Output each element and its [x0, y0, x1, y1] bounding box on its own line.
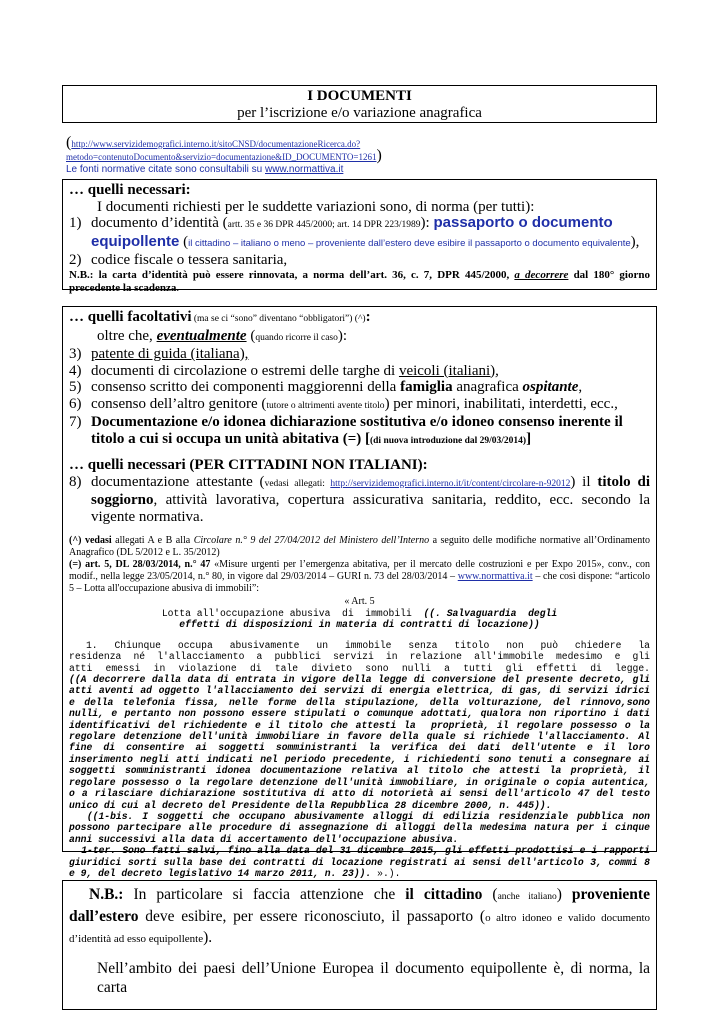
list-item [69, 379, 650, 396]
normattiva-link-2[interactable]: www.normattiva.it [457, 571, 533, 582]
item-number: 6) [69, 395, 82, 412]
nb-box-text1: In particolare si faccia attenzione che [123, 886, 406, 903]
item5-text [91, 379, 582, 396]
nb-box [62, 880, 657, 1010]
list-item [69, 346, 650, 363]
item-number: 5) [69, 379, 82, 395]
nb-box-small2: o altro idoneo e valido documento d’identità ad esso equipollente [69, 912, 650, 945]
art-paragraph-2: ((1-bis. I soggetti che occupano abusivamente alloggi di edilizia residenziale pubblica non possono partecipare alle procedure di assegnazione di alloggi della medesima natura per i cinque anni successivi alla data di accertamento dell'occupazione abusiva. [69, 810, 656, 845]
page-subtitle: per l’iscrizione e/o variazione anagrafica [237, 105, 482, 121]
item5-text1: consenso scritto dei componenti maggiorenni della [91, 379, 401, 395]
art-title-it: ((. Salvaguardia degli [423, 608, 558, 619]
item6-text2: ) per minori, inabilitati, interdetti, ecc., [384, 395, 618, 412]
source-reference [66, 134, 656, 176]
item4-text [91, 363, 499, 380]
nb-box-small1-open: ( [482, 886, 498, 903]
necessari-heading: … quelli necessari: [69, 182, 191, 198]
necessari-nb [69, 269, 650, 295]
nb-box-small1-close: ) [556, 886, 572, 903]
facoltativi-title: … quelli facoltativi [69, 309, 192, 325]
oltre-line [69, 328, 650, 347]
oltre-text: oltre che, [97, 327, 157, 344]
nb-paragraph-1 [69, 885, 650, 949]
nb-end: . [176, 281, 180, 294]
n1-italic: Circolare n.° 9 del 27/04/2012 del Ministero dell’Interno [193, 535, 430, 546]
nb-box-label: N.B.: [89, 886, 124, 903]
source-close-paren: ) [376, 147, 382, 164]
n2-text1: «Misure urgenti per l’emergenza abitativa, per il mercato delle costruzioni e per Expo 2015», conv., con modif., nella legge 23/05/2014, n.° 80, in vigore dal 29/03/2014 – GURI n. 73 del 28/03/2014 – [69, 559, 650, 582]
art-label: « Art. 5 [344, 596, 375, 607]
item8-text [91, 474, 650, 526]
facoltativi-box [62, 306, 662, 879]
item2-text: codice fiscale o tessera sanitaria, [91, 252, 288, 268]
para1-plain: 1. Chiunque occupa abusivamente un immobile senza titolo non può chiedere la residenza né l'allacciamento a pubblici servizi in relazione all'immobile medesimo e gli atti emessi in violazione di tale divieto sono nulli a tutti gli effetti di legge. [69, 639, 662, 674]
nb-label: N.B.: [69, 268, 94, 281]
nb-box-bold2: proveniente dall’estero [69, 886, 650, 925]
facoltativi-note: (ma se ci “sono” diventano “obbligatori”) [191, 314, 355, 324]
n1-text1: allegati A e B alla [111, 535, 194, 546]
item3-text: patente di guida (italiana), [91, 346, 249, 362]
item8-bold: titolo di soggiorno [91, 473, 650, 508]
para1-italic: ((A decorrere dalla data di entrata in vigore della legge di conversione del presente decreto, gli atti aventi ad oggetto l'allacciamento dei servizi di energia elettrica, di gas, di servizi idrici e della telefonia fissa, nelle forme della stipulazione, della volturazione, del rinnovo,sono nulli, e pertanto non possono essere stipulati o comunque adottati, qualora non riportino i dati identificativi del richiedente e il titolo che attesti la proprietà, il regolare possesso o la regolare detenzione dell'unità immobiliare in favore della quale si richiede l'allacciamento. Al fine di consentire ai soggetti somministranti la verifica dei dati dell'utente e il loro inserimento negli atti indicati nel periodo precedente, i richiedenti sono tenuti a consegnare ai soggetti somministranti idonea documentazione relativa al titolo che attesti la proprietà, il regolare possesso o la regolare detenzione dell'unità immobiliare, in originale o copia autentica, o a rilasciare dichiarazione sostitutiva di atto di notorietà ai sensi dell'articolo 47 del testo unico di cui al decreto del Presidente della Repubblica 28 dicembre 2000, n. 445)). [69, 674, 656, 811]
nb-paragraph-2: Nell’ambito dei paesi dell’Unione Europea il documento equipollente è, di norma, la carta [97, 960, 650, 996]
nb-box-text3: ). [203, 929, 213, 946]
facoltativi-colon: : [365, 309, 371, 325]
item8-close: ) il [570, 473, 598, 490]
item5-text2: anagrafica [452, 379, 523, 395]
source-open-paren: ( [66, 134, 72, 151]
item1-blue: passaporto o documento [433, 214, 613, 231]
item-number: 1) [69, 215, 82, 231]
item6-text1: consenso dell’altro genitore ( [91, 395, 267, 412]
item1-note: il cittadino – italiano o meno – proveniente dall’estero deve esibire il passaporto o documento equivalente [188, 237, 631, 249]
item-number: 2) [69, 252, 82, 268]
necessari-box [62, 179, 657, 294]
para3-italic: 1-ter. Sono fatti salvi, fino alla data del 31 dicembre 2015, gli effetti prodottisi e i rapporti giuridici sorti sulla base dei contratti di locazione registrati ai sensi dell'articolo 3, commi 8 e 9, del decreto legislativo 14 marzo 2011, n. 23)). [69, 845, 656, 879]
list-item [69, 215, 650, 252]
list-item [69, 396, 650, 415]
list-item [69, 252, 650, 269]
item-text [91, 215, 639, 252]
n1-text2: a seguito delle modifiche normative all’Ordinamento Anagrafico (DL 5/2012 e L. 35/2012) [69, 535, 650, 558]
item-number: 4) [69, 362, 82, 379]
facoltativi-heading [69, 309, 650, 328]
item1-note-close: ), [630, 233, 640, 250]
nb-box-small1: anche italiano [497, 892, 557, 902]
item1-blue2: equipollente [91, 232, 180, 250]
item5-bi: ospitante [522, 379, 579, 395]
normattiva-link[interactable]: www.normattiva.it [265, 164, 344, 175]
list-item [69, 363, 650, 380]
title-box [62, 85, 657, 123]
item5-text3: , [578, 379, 583, 395]
item7-main: Documentazione e/o idonea dichiarazione sostitutiva e/o idoneo consenso inerente il titolo a cui si occupa un unità abitativa (=) [ [91, 414, 623, 447]
item-number: 3) [69, 346, 82, 362]
item-number: 7) [69, 414, 82, 430]
facoltativi-ref: (^) [354, 314, 366, 324]
page-title: I DOCUMENTI [307, 88, 412, 104]
item8-text2: , attività lavorativa, copertura assicurativa sanitaria, reddito, ecc. secondo la vigente normativa. [91, 492, 650, 525]
nb-box-bold1: il cittadino [405, 886, 483, 903]
item8-small: vedasi allegati: [264, 478, 331, 489]
oltre-note: quando ricorre il caso [255, 332, 338, 343]
stranieri-heading: … quelli necessari (PER CITTADINI NON ITALIANI): [69, 457, 428, 473]
source-note-text: Le fonti normative citate sono consultabili su [66, 164, 265, 175]
item1-close: ): [420, 215, 430, 231]
oltre-paren-close: ): [337, 327, 348, 344]
item4-text1: documenti di circolazione o estremi delle targhe di [91, 362, 399, 379]
item4-text2: , [495, 362, 499, 379]
item1-text: documento d’identità ( [91, 215, 228, 231]
footnote-1 [69, 535, 650, 559]
item7-small: (di nuova introduzione dal 29/03/2014) [369, 435, 527, 446]
n2-text2: – che così dispone: “articolo 5 – Lotta all'occupazione abusiva di immobili”: [69, 571, 650, 594]
nb-emph: a decorrere [514, 268, 569, 281]
item6-text [91, 396, 618, 415]
item1-refs: artt. 35 e 36 DPR 445/2000; art. 14 DPR 223/1989 [227, 220, 421, 230]
necessari-intro: I documenti richiesti per le suddette variazioni sono, di norma (per tutti): [97, 198, 535, 215]
item7-close: ] [526, 430, 532, 447]
nb-box-text2: deve esibire, per essere riconosciuto, il passaporto ( [138, 908, 486, 925]
item6-small: tutore o altrimenti avente titolo [266, 400, 385, 411]
list-item [69, 414, 650, 449]
item-number: 8) [69, 473, 82, 490]
art-title-1 [69, 608, 650, 619]
item4-emph: veicoli (italiani) [398, 362, 496, 379]
item1-note-open: ( [179, 233, 189, 250]
n2-ref: (=) art. 5, DL 28/03/2014, n.° 47 [69, 559, 211, 570]
footnote-2 [69, 559, 650, 595]
item5-bold: famiglia [400, 379, 453, 395]
oltre-emph: eventualmente [156, 327, 247, 344]
n1-ref: (^) vedasi [69, 535, 112, 546]
source-note [66, 164, 343, 175]
art-paragraph-1 [69, 639, 662, 811]
para3-end: ».). [371, 867, 401, 879]
item8-text1: documentazione attestante ( [91, 473, 265, 490]
art-title1: Lotta all'occupazione abusiva di immobili [161, 608, 424, 619]
art-paragraph-3 [69, 845, 656, 879]
nb-text2: dal 180° giorno precedente la scadenza [69, 268, 650, 294]
oltre-paren-open: ( [246, 327, 256, 344]
art-title-2: effetti di disposizioni in materia di contratti di locazione)) [179, 619, 540, 631]
nb-text1: la carta d’identità può essere rinnovata, a norma dell’art. 36, c. 7, DPR 445/2000, [93, 268, 515, 281]
list-item [69, 474, 650, 526]
item7-text [91, 414, 650, 449]
circolare-link[interactable]: http://servizidemografici.interno.it/it/content/circolare-n-92012 [330, 478, 571, 489]
source-link[interactable]: http://www.servizidemografici.interno.it/sitoCNSD/documentazioneRicerca.do?metodo=contenutoDocumento&servizio=documentazione&ID_DOCUMENTO=1261 [66, 139, 377, 162]
